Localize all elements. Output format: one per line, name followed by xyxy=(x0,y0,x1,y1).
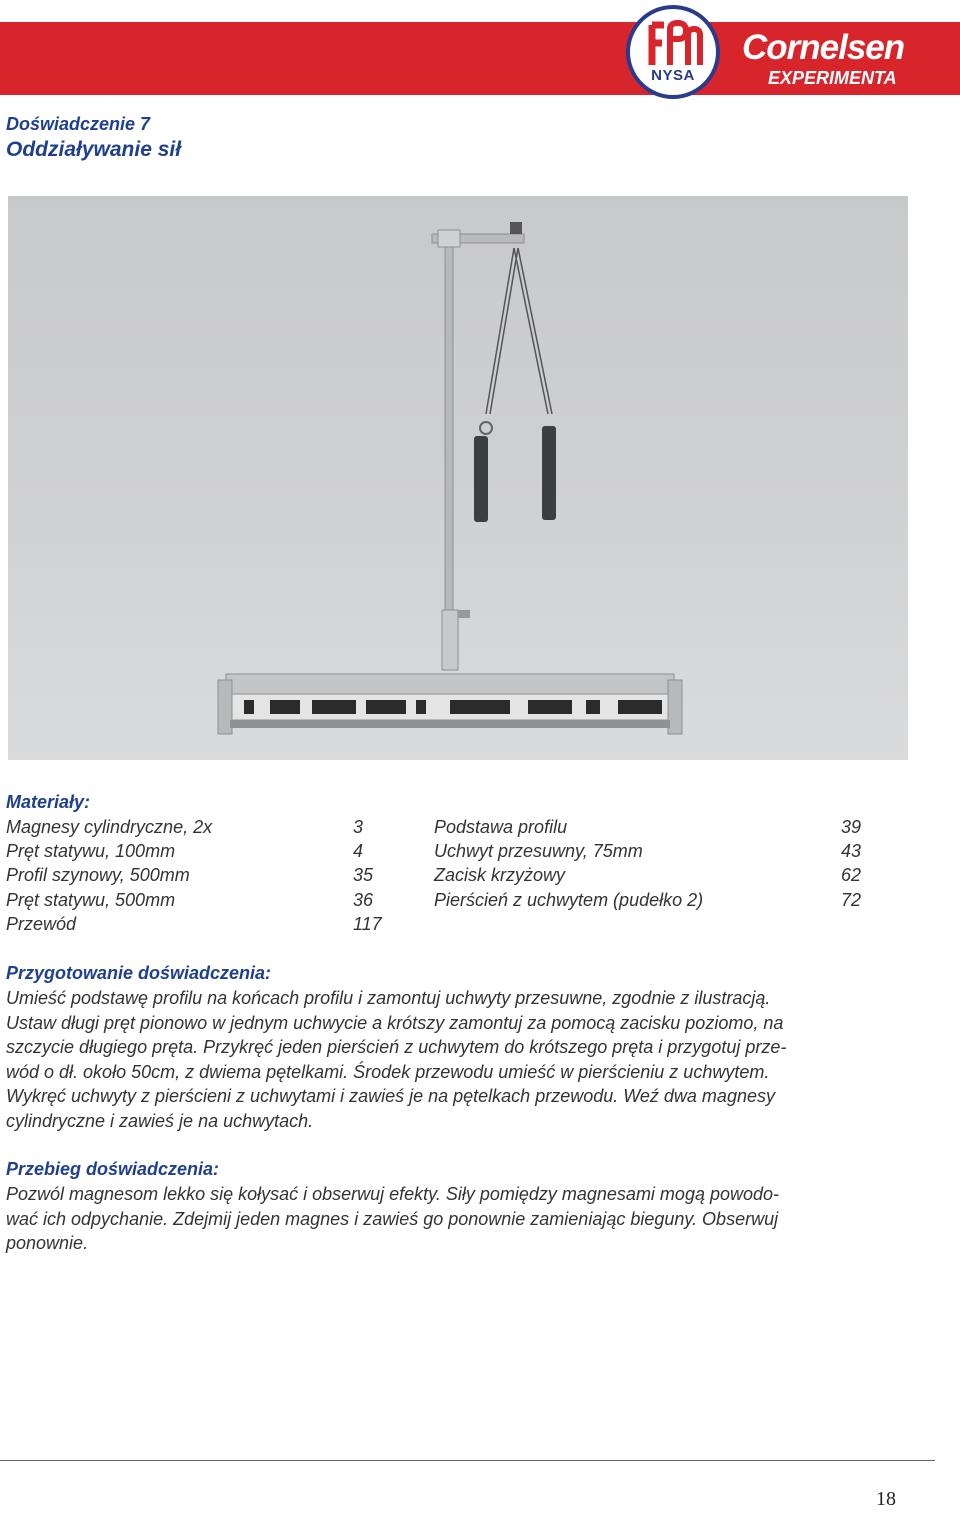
material-number: 39 xyxy=(841,817,862,837)
brand-name: Cornelsen xyxy=(742,28,905,67)
materials-heading: Materiały: xyxy=(6,792,91,812)
logo-city-label: NYSA xyxy=(651,67,695,84)
paragraph-line: Pozwól magnesom lekko się kołysać i obserwuj efekty. Siły pomiędzy magnesami mogą powodo- xyxy=(6,1184,780,1204)
material-name: Magnesy cylindryczne, 2x xyxy=(6,817,213,837)
material-name: Uchwyt przesuwny, 75mm xyxy=(434,841,643,861)
procedure-text xyxy=(6,1182,940,1256)
paragraph-line: szczycie długiego pręta. Przykręć jeden pierścień z uchwytem do krótszego pręta i przygotuj prze- xyxy=(6,1037,787,1058)
material-name: Pręt statywu, 100mm xyxy=(6,841,176,861)
material-name: Profil szynowy, 500mm xyxy=(6,865,190,885)
paragraph-line: Ustaw długi pręt pionowo w jednym uchwycie a krótszy zamontuj za pomocą zacisku poziomo, na xyxy=(6,1012,784,1033)
paragraph-line: cylindryczne i zawieś je na uchwytach. xyxy=(6,1110,314,1131)
paragraph-line: Umieść podstawę profilu na końcach profilu i zamontuj uchwyty przesuwne, zgodnie z ilustracją. xyxy=(6,988,771,1008)
page-number: 18 xyxy=(876,1488,896,1510)
paragraph-line: ponownie. xyxy=(6,1233,89,1254)
material-name: Podstawa profilu xyxy=(434,817,568,837)
paragraph-line: wać ich odpychanie. Zdejmij jeden magnes i zawieś go ponownie zamieniając bieguny. Obserwuj xyxy=(6,1208,779,1229)
paragraph-line: Wykręć uchwyty z pierścieni z uchwytami i zawieś je na pętelkach przewodu. Weź dwa magnesy xyxy=(6,1086,775,1107)
material-number: 36 xyxy=(353,890,374,910)
preparation-heading: Przygotowanie doświadczenia: xyxy=(6,963,272,983)
material-number: 35 xyxy=(353,865,374,885)
material-name: Przewód xyxy=(6,914,77,934)
apparatus-illustration xyxy=(8,196,908,760)
brand-subtitle: EXPERIMENTA xyxy=(768,68,897,88)
material-number: 62 xyxy=(841,865,862,885)
experiment-number: Doświadczenie 7 xyxy=(6,114,151,134)
material-name: Pierścień z uchwytem (pudełko 2) xyxy=(434,890,704,910)
apparatus-photo xyxy=(8,196,908,760)
material-number: 72 xyxy=(841,890,862,910)
material-name: Zacisk krzyżowy xyxy=(434,865,566,885)
material-number: 43 xyxy=(841,841,862,861)
fpn-nysa-logo xyxy=(626,5,720,99)
page-title: Oddziaływanie sił xyxy=(6,138,182,161)
preparation-text xyxy=(6,986,940,1134)
footer-divider xyxy=(0,1460,935,1461)
procedure-heading: Przebieg doświadczenia: xyxy=(6,1159,220,1179)
material-number: 117 xyxy=(353,914,382,934)
paragraph-line: wód o dł. około 50cm, z dwiema pętelkami. Środek przewodu umieść w pierścieniu z uchwytem. xyxy=(6,1061,770,1082)
material-name: Pręt statywu, 500mm xyxy=(6,890,176,910)
material-number: 3 xyxy=(353,817,364,837)
material-number: 4 xyxy=(353,841,364,861)
